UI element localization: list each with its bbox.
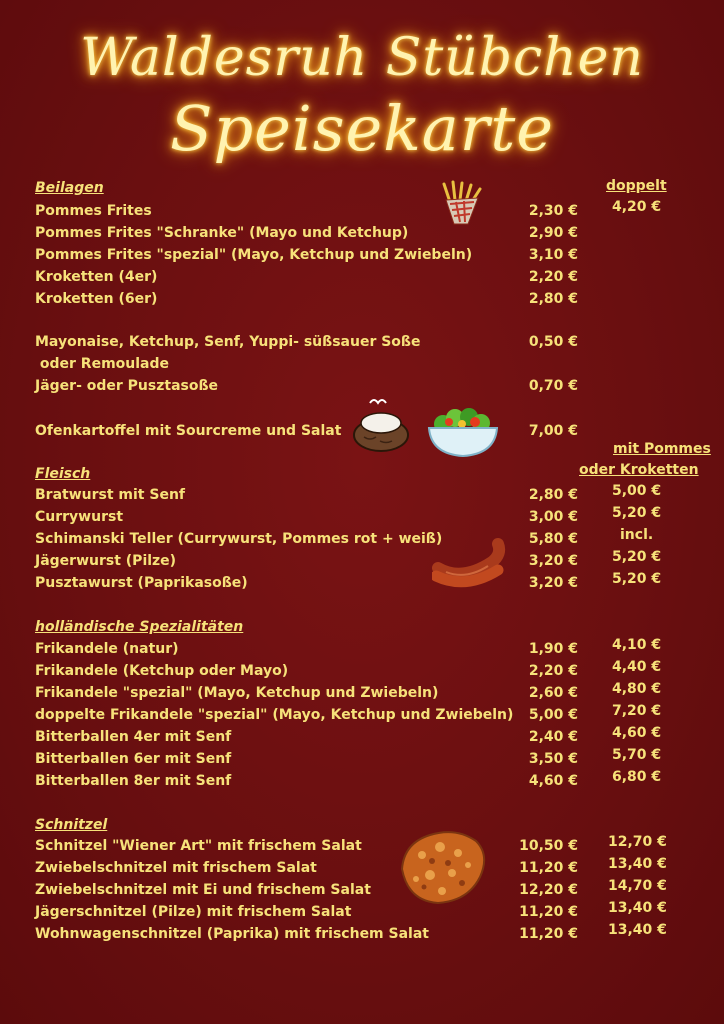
item-name: Bitterballen 4er mit Senf [35,729,232,745]
item-name: Frikandele (Ketchup oder Mayo) [35,663,289,679]
section-heading-fleisch: Fleisch [35,466,91,482]
menu-item-combo-price [0,900,724,922]
menu-item [0,247,724,269]
item-price: 3,10 € [528,247,578,263]
item-price-double: 4,20 € [612,199,662,215]
menu-item-combo-price [0,527,724,549]
sausage-icon [432,534,508,588]
menu-item-combo-price [0,922,724,944]
item-price: 2,30 € [528,203,578,219]
item-name: Pusztawurst (Paprikasoße) [35,575,248,591]
item-name: Zwiebelschnitzel mit frischem Salat [35,860,317,876]
menu-item-combo-price [0,571,724,593]
item-name: doppelte Frikandele "spezial" (Mayo, Ketchup und Zwiebeln) [35,707,514,723]
item-name: Pommes Frites "spezial" (Mayo, Ketchup und Zwiebeln) [35,247,473,263]
item-name: Ofenkartoffel mit Sourcreme und Salat [35,423,342,439]
menu-item-combo-price [0,483,724,505]
item-price: 10,50 € [519,838,578,854]
item-price: 2,90 € [528,225,578,241]
item-name: Jägerwurst (Pilze) [35,553,177,569]
menu-item-combo-price [0,549,724,571]
item-price: 0,70 € [528,378,578,394]
title-restaurant-name: Waldesruh Stübchen [80,28,644,88]
item-price-combo: 13,40 € [608,856,667,872]
item-price-combo: 5,20 € [612,571,662,587]
item-price-combo: 4,40 € [612,659,662,675]
item-price: 2,80 € [528,291,578,307]
item-price: 3,20 € [528,575,578,591]
item-price: 7,00 € [528,423,578,439]
title-menu: Speisekarte [170,92,554,165]
item-price-combo: 13,40 € [608,922,667,938]
item-name: Frikandele (natur) [35,641,179,657]
menu-item [0,225,724,247]
item-name: Bratwurst mit Senf [35,487,186,503]
item-price-combo: 5,00 € [612,483,662,499]
item-price: 4,60 € [528,773,578,789]
item-price-combo: 7,20 € [612,703,662,719]
item-price: 2,80 € [528,487,578,503]
item-name: Pommes Frites "Schranke" (Mayo und Ketchup) [35,225,409,241]
item-name: Bitterballen 6er mit Senf [35,751,232,767]
item-name: Kroketten (4er) [35,269,158,285]
menu-item [0,334,724,356]
item-price-combo: 5,20 € [612,505,662,521]
column-heading-doppelt: doppelt [606,178,667,194]
menu-item-combo-price [0,878,724,900]
item-name: Kroketten (6er) [35,291,158,307]
item-name: Bitterballen 8er mit Senf [35,773,232,789]
menu-item [0,269,724,291]
menu-item [0,291,724,313]
item-price-combo: 4,60 € [612,725,662,741]
item-name: Mayonaise, Ketchup, Senf, Yuppi- süßsauer Soße [35,334,421,350]
item-price-combo: 5,70 € [612,747,662,763]
item-price-combo: 4,80 € [612,681,662,697]
item-price-combo: incl. [620,527,654,543]
item-price: 3,00 € [528,509,578,525]
item-name: Frikandele "spezial" (Mayo, Ketchup und Zwiebeln) [35,685,439,701]
item-price: 1,90 € [528,641,578,657]
item-price-combo: 14,70 € [608,878,667,894]
item-price: 5,00 € [528,707,578,723]
menu-item-combo-price [0,834,724,856]
section-heading-holland: holländische Spezialitäten [35,619,244,635]
item-price: 11,20 € [519,926,578,942]
item-price: 2,20 € [528,269,578,285]
fries-icon [438,180,488,226]
menu-item-combo-price [0,681,724,703]
menu-item-combo-price [0,725,724,747]
item-name: Zwiebelschnitzel mit Ei und frischem Salat [35,882,371,898]
item-price-combo: 13,40 € [608,900,667,916]
item-name: Schnitzel "Wiener Art" mit frischem Salat [35,838,362,854]
item-price: 11,20 € [519,860,578,876]
item-name: Jägerschnitzel (Pilze) mit frischem Salat [35,904,352,920]
item-name: Wohnwagenschnitzel (Paprika) mit frischem Salat [35,926,429,942]
item-name: Currywurst [35,509,124,525]
item-name: Jäger- oder Pusztasoße [35,378,219,394]
item-price: 2,40 € [528,729,578,745]
item-price: 2,60 € [528,685,578,701]
item-price: 3,20 € [528,553,578,569]
column-heading-oder-kroketten: oder Kroketten [579,462,699,478]
menu-item-combo-price [0,659,724,681]
item-price: 12,20 € [519,882,578,898]
baked-potato-icon [350,393,412,455]
item-name-line2: oder Remoulade [35,356,169,372]
salad-bowl-icon [425,404,501,460]
menu-item-combo-price [0,703,724,725]
item-name: Schimanski Teller (Currywurst, Pommes rot + weiß) [35,531,443,547]
item-price: 0,50 € [528,334,578,350]
menu-item-combo-price [0,637,724,659]
menu-item-double-price [0,199,724,221]
item-price-combo: 6,80 € [612,769,662,785]
section-heading-beilagen: Beilagen [35,180,104,196]
menu-item-combo-price [0,769,724,791]
item-price: 2,20 € [528,663,578,679]
item-price: 3,50 € [528,751,578,767]
schnitzel-icon [394,825,490,907]
item-price-combo: 5,20 € [612,549,662,565]
item-price-combo: 12,70 € [608,834,667,850]
item-name: Pommes Frites [35,203,152,219]
item-price: 11,20 € [519,904,578,920]
column-heading-mit-pommes: mit Pommes [613,441,711,457]
section-heading-schnitzel: Schnitzel [35,817,108,833]
item-price: 5,80 € [528,531,578,547]
item-price-combo: 4,10 € [612,637,662,653]
menu-item-combo-price [0,856,724,878]
menu-item-continuation [0,356,724,378]
menu-item-combo-price [0,747,724,769]
menu-item-combo-price [0,505,724,527]
